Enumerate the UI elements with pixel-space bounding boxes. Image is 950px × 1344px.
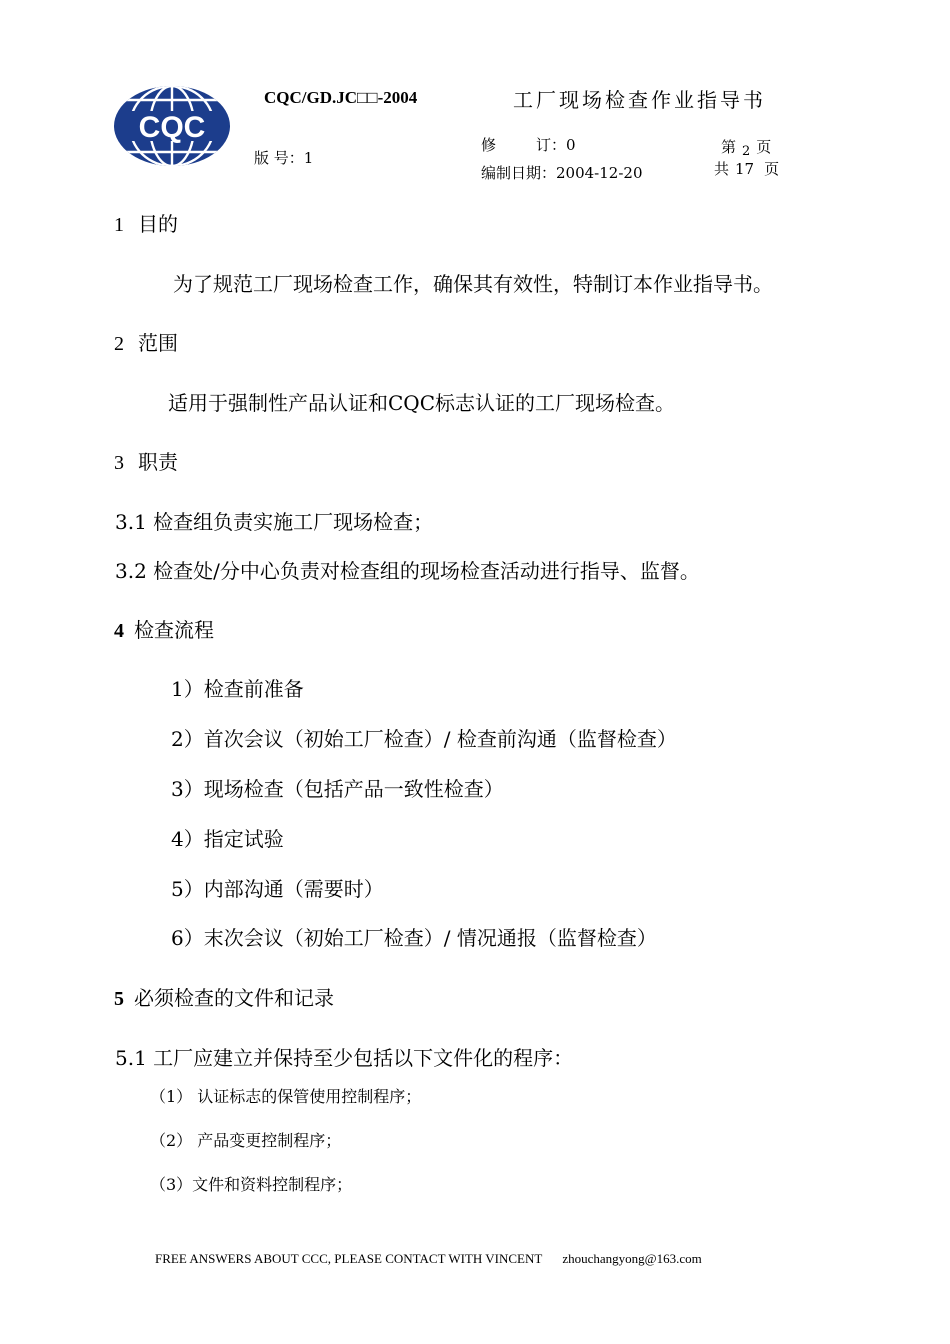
edition-number: 版 号：1 bbox=[254, 149, 314, 167]
revision-value: 订：0 bbox=[536, 136, 576, 154]
section-1-heading bbox=[114, 208, 178, 237]
page-label-post: 页 bbox=[756, 138, 772, 156]
section-title: 必须检查的文件和记录 bbox=[134, 986, 334, 1010]
section-title: 检查流程 bbox=[134, 618, 214, 642]
section-2-body: 适用于强制性产品认证和CQC标志认证的工厂现场检查。 bbox=[168, 391, 676, 415]
page-total-value: 17 bbox=[735, 160, 755, 178]
page-current: 2 bbox=[742, 144, 751, 159]
procedure-item: （1） 认证标志的保管使用控制程序； bbox=[150, 1087, 422, 1106]
cqc-logo bbox=[112, 84, 232, 168]
section-3-heading bbox=[114, 446, 178, 475]
footer-notice: FREE ANSWERS ABOUT CCC, PLEASE CONTACT WITH VINCENT bbox=[155, 1251, 543, 1266]
compile-date: 编制日期：2004-12-20 bbox=[481, 164, 643, 182]
page-label-pre: 第 bbox=[721, 138, 737, 156]
section-3-2: 3.2 检查处/分中心负责对检查组的现场检查活动进行指导、监督。 bbox=[115, 559, 700, 583]
procedure-item: （3）文件和资料控制程序； bbox=[150, 1175, 353, 1194]
process-step: 4）指定试验 bbox=[171, 827, 284, 851]
section-title: 目的 bbox=[138, 212, 178, 236]
footer-email: zhouchangyong@163.com bbox=[562, 1251, 702, 1266]
section-title: 范围 bbox=[138, 331, 178, 355]
total-label-pre: 共 bbox=[714, 160, 730, 178]
section-5-1: 5.1 工厂应建立并保持至少包括以下文件化的程序： bbox=[115, 1046, 574, 1070]
process-step: 6）末次会议（初始工厂检查）/ 情况通报（监督检查） bbox=[171, 926, 657, 950]
revision-number bbox=[481, 134, 576, 155]
process-step: 5）内部沟通（需要时） bbox=[171, 877, 384, 901]
process-step: 2）首次会议（初始工厂检查）/ 检查前沟通（监督检查） bbox=[171, 727, 677, 751]
section-3-1: 3.1 检查组负责实施工厂现场检查； bbox=[115, 510, 434, 534]
section-number: 2 bbox=[114, 333, 124, 355]
section-number: 5 bbox=[114, 988, 124, 1010]
logo-text: CQC bbox=[138, 111, 206, 144]
section-5-heading bbox=[114, 982, 334, 1011]
section-2-heading bbox=[114, 327, 178, 356]
footer bbox=[155, 1251, 702, 1267]
section-1-body: 为了规范工厂现场检查工作，确保其有效性，特制订本作业指导书。 bbox=[173, 272, 773, 296]
section-number: 3 bbox=[114, 452, 124, 474]
document-number: CQC/GD.JC□□-2004 bbox=[264, 88, 418, 107]
revision-label: 修 bbox=[481, 136, 497, 154]
page-total bbox=[714, 158, 779, 179]
section-title: 职责 bbox=[138, 450, 178, 474]
section-number: 4 bbox=[114, 620, 124, 642]
procedure-item: （2） 产品变更控制程序； bbox=[150, 1131, 342, 1150]
document-title: 工厂现场检查作业指导书 bbox=[513, 88, 766, 112]
process-step: 3）现场检查（包括产品一致性检查） bbox=[171, 777, 504, 801]
page-number bbox=[721, 136, 771, 157]
section-number: 1 bbox=[114, 214, 124, 236]
total-label-post: 页 bbox=[764, 160, 780, 178]
section-4-heading bbox=[114, 614, 214, 643]
process-step: 1）检查前准备 bbox=[171, 677, 304, 701]
